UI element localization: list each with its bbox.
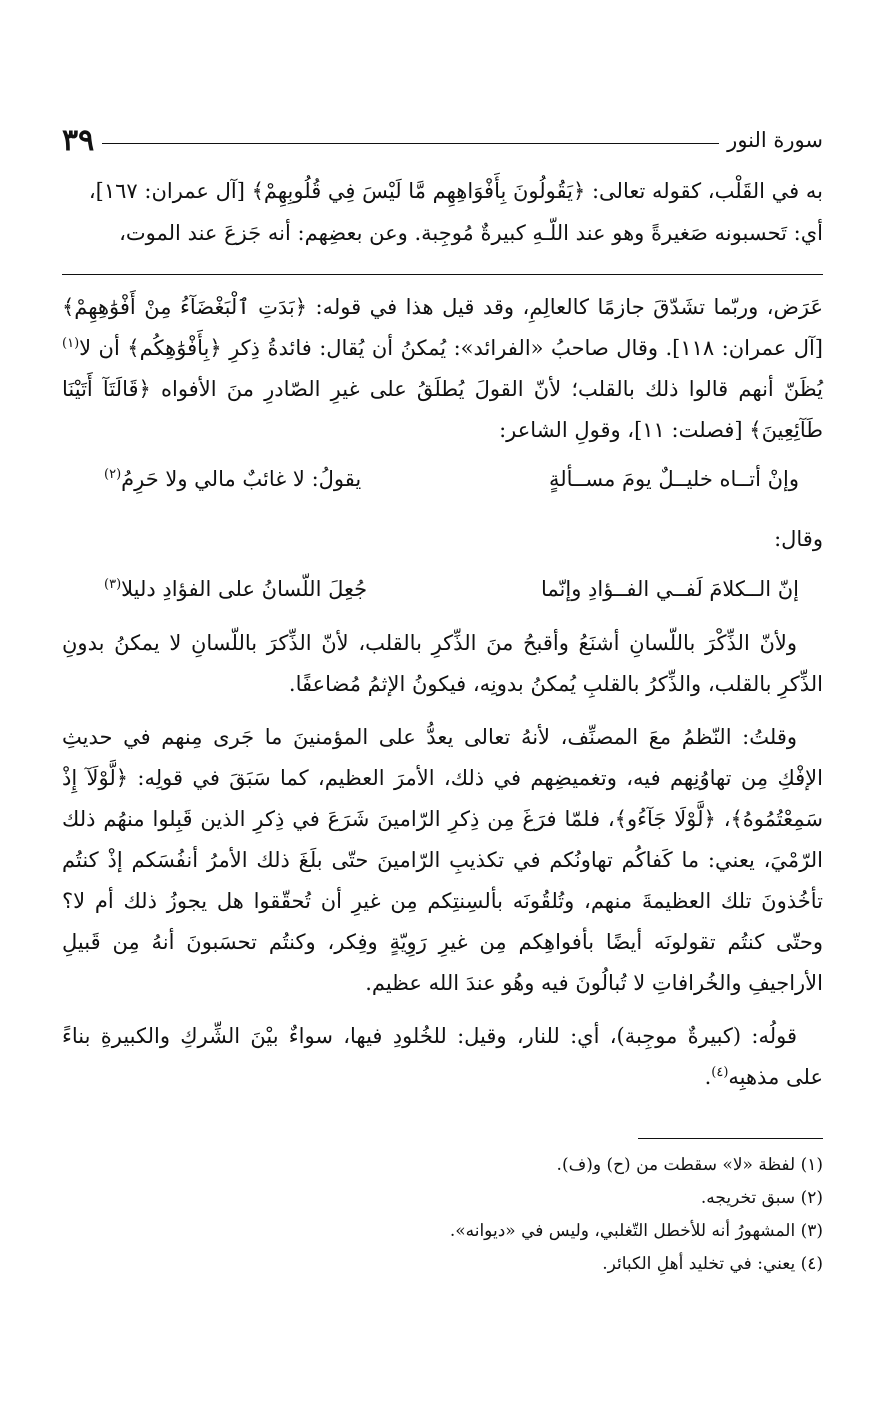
commentary-text: يُظَنّ أنهم قالوا ذلك بالقلب؛ لأنّ القولَ يُطلَقُ على غيرِ الصّادرِ منَ الأفواه ﴿قَالَتَآ أَتَيْنَا طَآئِعِينَ﴾ [فصلت: ١١]، وقولِ الشاعر:: [62, 377, 823, 442]
poetry-verse: [62, 457, 823, 501]
verse-first-hemistich: وإنْ أتــاه خليــلٌ يومَ مســألةٍ: [548, 467, 799, 491]
footnote-ref: (١): [62, 336, 80, 351]
book-page: [62, 118, 823, 1386]
main-text: [62, 170, 823, 254]
verse-second-hemistich: [104, 567, 367, 611]
footnote-ref: (٤): [711, 1065, 729, 1080]
poetry-verse: [62, 567, 823, 611]
verse-first-hemistich: إنّ الــكلامَ لَفــي الفــؤادِ وإنّما: [540, 577, 799, 601]
footnote: (٤) يعني: في تخليد أهلِ الكبائر.: [602, 1254, 823, 1274]
text-separator: [62, 274, 823, 275]
commentary-text: قولُه: (كبيرةٌ موجِبة)، أي: للنار، وقيل: للخُلودِ فيها، سواءٌ بيْنَ الشِّركِ والكبيرةِ بناءً على مذهبِه: [62, 1024, 823, 1089]
header-rule: [102, 143, 719, 144]
commentary: [62, 287, 823, 1098]
footnote-ref: (٢): [104, 467, 122, 482]
commentary-paragraph: [62, 1016, 823, 1098]
footnotes: [62, 1149, 823, 1281]
surah-title: سورة النور: [727, 128, 823, 152]
commentary-text: .: [704, 1065, 712, 1089]
page-number: ٣٩: [62, 122, 95, 158]
footnote-separator: [638, 1138, 823, 1139]
page-header: [62, 118, 823, 162]
commentary-paragraph: ولأنّ الذِّكْرَ باللّسانِ أشنَعُ وأقبحُ منَ الذِّكرِ بالقلب، لأنّ الذِّكرَ باللّسانِ لا يمكنُ بدونِ الذِّكرِ بالقلب، والذِّكرُ بالقلبِ يُمكنُ بدونِه، فيكونُ الإثمُ مُضاعفًا.: [62, 631, 823, 696]
footnote: (٣) المشهورُ أنه للأخطل التّغلبي، وليس في «ديوانه».: [449, 1221, 823, 1241]
qaal-label: وقال:: [774, 527, 823, 551]
commentary-paragraph: وقلتُ: النّظمُ معَ المصنِّف، لأنهُ تعالى يعدُّ على المؤمنينَ ما جَرى مِنهم في حديثِ الإفْكِ مِن تهاوُنِهم فيه، وتغميضِهم في ذلك، الأمرَ العظيم، كما سَبَقَ في قولِه: ﴿لَّوْلَآ إِذْ سَمِعْتُمُوهُ﴾، ﴿لَّوْلَا جَآءُو﴾، فلمّا فرَغَ مِن ذِكرِ الرّامينَ شَرَعَ في ذِكرِ الذين قَبِلوا منهُم ذلك الرّمْيَ، يعني: ما كَفاكُم تهاونُكم في تكذيبِ الرّامينَ حتّى بلَغَ ذلك الأمرُ أنفُسَكم إذْ كنتُم تأخُذونَ تلك العظيمةَ منهم، وتُلقُونَه بألسِنتِكم مِن غيرِ أن تُحقّقوا هل يجوزُ ذلك أم لا؟ وحتّى كنتُم تقولونَه أيضًا بأفواهِكم مِن غيرِ رَوِيّةٍ وفِكر، وكنتُم تحسَبونَ أنهُ مِن قَبيلِ الأراجيفِ والخُرافاتِ لا تُبالُونَ فيه وهُو عندَ الله عظيم.: [62, 725, 823, 995]
verse-second-hemistich: [104, 457, 361, 501]
footnote-ref: (٣): [104, 577, 122, 592]
commentary-paragraph: [62, 287, 823, 451]
verse-text: جُعِلَ اللّسانُ على الفؤادِ دليلا: [121, 577, 368, 601]
footnote: (١) لفظة «لا» سقطت من (ح) و(ف).: [556, 1155, 823, 1175]
footnote: (٢) سبق تخريجه.: [700, 1188, 823, 1208]
verse-text: يقولُ: لا غائبٌ مالي ولا حَرِمُ: [121, 467, 362, 491]
commentary-text: عَرَض، وربّما تشَدّقَ جازمًا كالعالِمِ، وقد قيل هذا في قوله: ﴿بَدَتِ ٱلْبَغْضَآءُ مِنْ أَفْوَٰهِهِمْ﴾ [آل عمران: ١١٨]. وقال صاحبُ «الفرائد»: يُمكنُ أن يُقال: فائدةُ ذِكرِ ﴿بِأَفْوَٰهِكُم﴾ أن لا: [62, 295, 823, 360]
main-text-line: به في القَلْب، كقوله تعالى: ﴿يَقُولُونَ بِأَفْوَاهِهِم مَّا لَيْسَ فِي قُلُوبِهِمْ﴾ [آل عمران: ١٦٧]،: [88, 179, 823, 203]
main-text-line: أي: تَحسبونه صَغيرةً وهو عند اللّـهِ كبيرةٌ مُوجِبة. وعن بعضِهم: أنه جَزعَ عند الموت،: [119, 221, 823, 245]
